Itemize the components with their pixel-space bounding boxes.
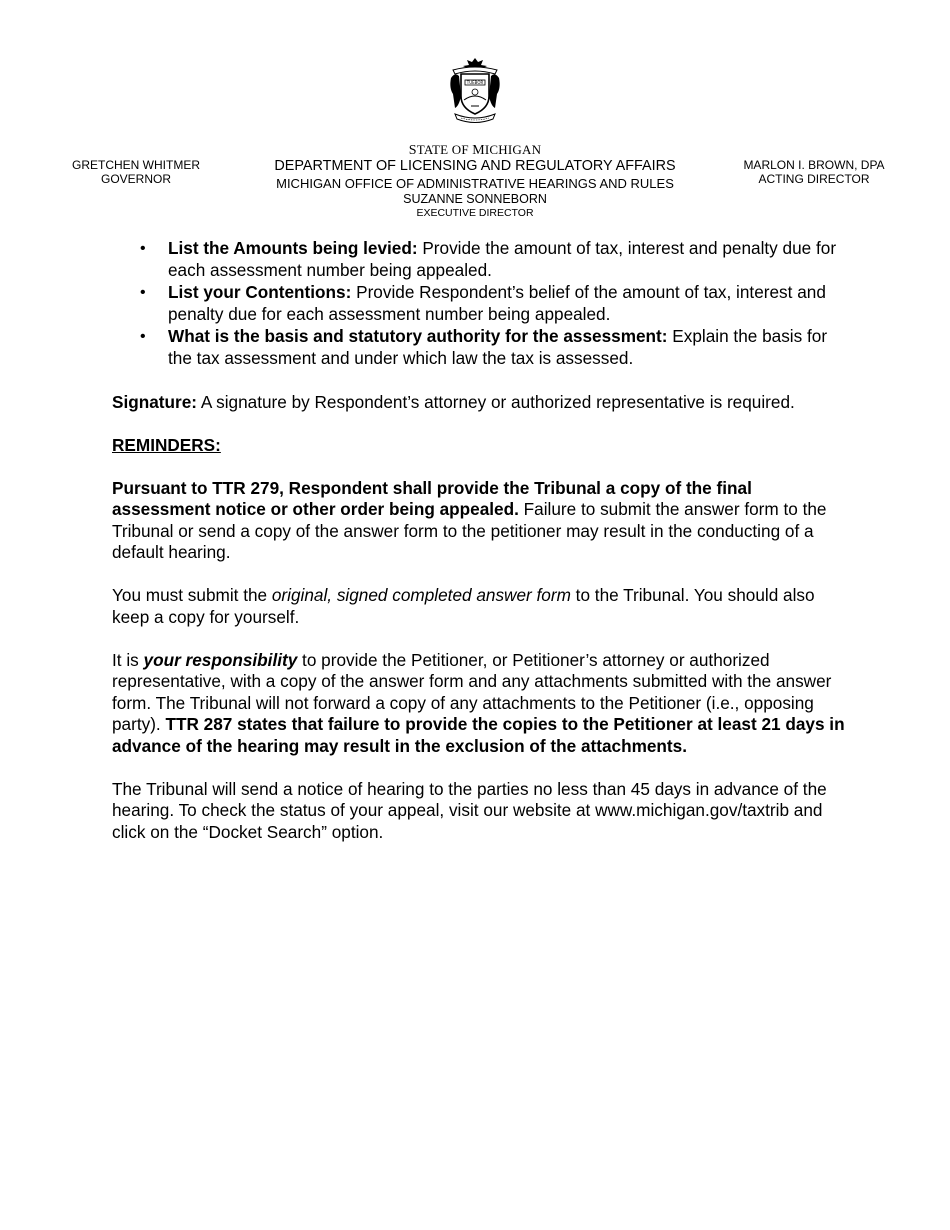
governor-name: GRETCHEN WHITMER <box>72 158 200 172</box>
svg-text:TUEBOR: TUEBOR <box>466 80 484 86</box>
department-name: DEPARTMENT OF LICENSING AND REGULATORY AFFAIRS <box>274 158 676 174</box>
governor-title: GOVERNOR <box>100 172 171 186</box>
ttr279-paragraph: Pursuant to TTR 279, Respondent shall provide the Tribunal a copy of the final assessment notice or other order being appealed. Failure to submit the answer form to the Tribunal or send a copy of the answer form to the petitioner may result in the conducting of a default hearing. <box>112 477 827 562</box>
director-title: ACTING DIRECTOR <box>758 172 870 186</box>
bullet-icon: • <box>140 328 146 345</box>
bullet-icon: • <box>140 240 146 257</box>
bullet-icon: • <box>140 284 146 301</box>
michigan-seal-icon <box>445 56 505 126</box>
governor-block <box>56 158 216 186</box>
document-body <box>112 238 847 865</box>
instruction-list <box>112 238 847 369</box>
director-name: MARLON I. BROWN, DPA <box>743 158 885 172</box>
hearing-notice-paragraph: The Tribunal will send a notice of hearing to the parties no less than 45 days in advance of the hearing. To check the status of your appeal, visit our website at www.michigan.gov/taxtrib and click on the “Docket Search” option. <box>112 778 827 842</box>
reminders-heading: REMINDERS: <box>112 434 221 455</box>
signature-paragraph: Signature: A signature by Respondent’s attorney or authorized representative is required. <box>112 391 795 412</box>
list-item: • List the Amounts being levied: Provide the amount of tax, interest and penalty due for each assessment number being appealed. <box>140 238 837 280</box>
list-item: • List your Contentions: Provide Respondent’s belief of the amount of tax, interest and penalty due for each assessment number being appealed. <box>140 282 826 324</box>
responsibility-paragraph: It is your responsibility to provide the Petitioner, or Petitioner’s attorney or authorized representative, with a copy of the answer form and any attachments submitted with the answer form. The Tribunal will not forward a copy of any attachments to the Petitioner (i.e., opposing party). TTR 287 states that failure to provide the copies to the Petitioner at least 21 days in advance of the hearing may result in the exclusion of the attachments. <box>112 649 845 756</box>
state-title: STATE OF MICHIGAN <box>408 142 542 158</box>
office-name: MICHIGAN OFFICE OF ADMINISTRATIVE HEARINGS AND RULES <box>276 176 674 191</box>
original-form-paragraph: You must submit the original, signed completed answer form to the Tribunal. You should also keep a copy for yourself. <box>112 585 815 627</box>
executive-director-name: SUZANNE SONNEBORN <box>403 192 547 206</box>
executive-director-title: EXECUTIVE DIRECTOR <box>416 207 534 219</box>
list-item: • What is the basis and statutory authority for the assessment: Explain the basis for the tax assessment and under which law the tax is assessed. <box>140 326 828 368</box>
director-block <box>732 158 896 186</box>
